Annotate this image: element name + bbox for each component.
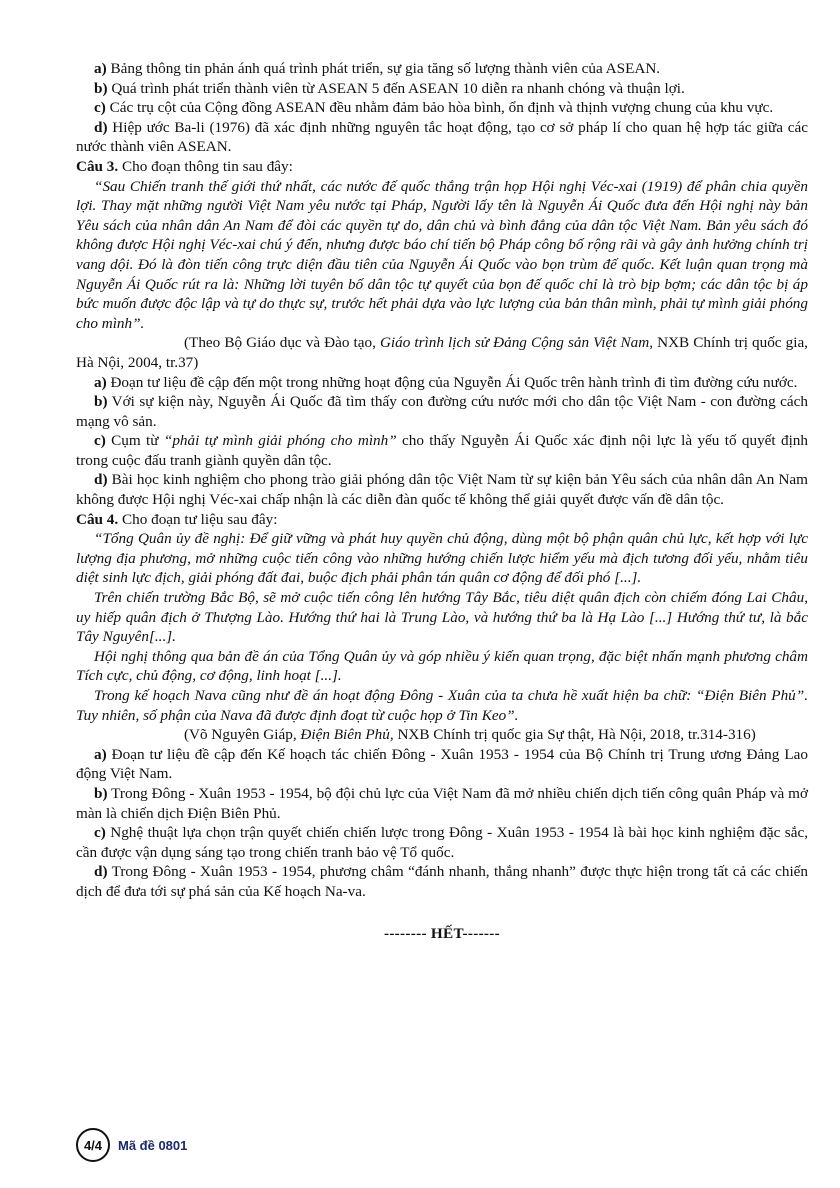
q4-quote-4: Trong kế hoạch Nava cũng như đề án hoạt động Đông - Xuân của ta chưa hề xuất hiện ba chữ: “Điện Biên Phủ”. Tuy nhiên, số phận của Nava đã được định đoạt từ cuộc họp ở Tin Keo”. xyxy=(76,687,808,724)
q4-quote-3: Hội nghị thông qua bản đề án của Tổng Quân ủy và góp nhiều ý kiến quan trọng, đặc biệt nhấn mạnh phương châm Tích cực, chủ động, cơ động, linh hoạt [...]. xyxy=(76,647,808,685)
q3-item-c: c) Cụm từ “phải tự mình giải phóng cho mình” cho thấy Nguyễn Ái Quốc xác định nội lực là yếu tố quyết định trong cuộc đấu tranh giành quyền dân tộc. xyxy=(76,432,808,469)
page-number-badge: 4/4 xyxy=(76,1128,110,1162)
q4-item-b: b) Trong Đông - Xuân 1953 - 1954, bộ đội chủ lực của Việt Nam đã mở nhiều chiến dịch tiến công quân Pháp và mở màn là chiến dịch Điện Biên Phủ. xyxy=(76,784,808,822)
q2-item-d: d) Hiệp ước Ba-li (1976) đã xác định những nguyên tắc hoạt động, tạo cơ sở pháp lí cho quan hệ hợp tác giữa các nước thành viên ASEAN. xyxy=(76,118,808,156)
q3-quote: “Sau Chiến tranh thế giới thứ nhất, các nước đế quốc thắng trận họp Hội nghị Véc-xai (1919) để phân chia quyền lợi. Thay mặt những người Việt Nam yêu nước tại Pháp, Người lấy tên là Nguyễn Ái Quốc đưa đến Hội nghị này bản Yêu sách của nhân dân An Nam để đòi các quyền tự do, dân chủ và bình đẳng của dân tộc Việt Nam. Bản yêu sách đó không được Hội nghị Véc-xai chú ý đến, nhưng được báo chí tiến bộ Pháp công bố rộng rãi và gây ảnh hưởng chính trị vang dội. Đó là đòn tiến công trực diện đầu tiên của Nguyễn Ái Quốc vào bọn trùm đế quốc. Kết luận quan trọng mà Nguyễn Ái Quốc rút ra là: Những lời tuyên bố dân tộc tự quyết của bọn đế quốc chỉ là trò bịp bợm; các dân tộc bị áp bức muốn được độc lập và tự do thực sự, trước hết phải dựa vào lực lượng của bản thân mình, phải tự mình giải phóng cho mình”. xyxy=(76,177,808,332)
q2-item-c: c) Các trụ cột của Cộng đồng ASEAN đều nhằm đảm bảo hòa bình, ổn định và thịnh vượng chung của khu vực. xyxy=(94,99,774,117)
q4-item-d: d) Trong Đông - Xuân 1953 - 1954, phương châm “đánh nhanh, thắng nhanh” được thực hiện trong tất cả các chiến dịch để đưa tới sự phá sản của Kế hoạch Na-va. xyxy=(76,863,808,900)
q4-heading: Câu 4. Cho đoạn tư liệu sau đây: xyxy=(76,510,278,528)
q2-item-a: a) Bảng thông tin phản ánh quá trình phát triển, sự gia tăng số lượng thành viên của ASEAN. xyxy=(94,60,661,77)
q4-source: (Võ Nguyên Giáp, Điện Biên Phủ, NXB Chính trị quốc gia Sự thật, Hà Nội, 2018, tr.314-316) xyxy=(184,726,756,744)
q3-heading: Câu 3. Cho đoạn thông tin sau đây: xyxy=(76,157,293,175)
page-content xyxy=(76,59,808,943)
q3-item-a: a) Đoạn tư liệu đề cập đến một trong những hoạt động của Nguyễn Ái Quốc trên hành trình đi tìm đường cứu nước. xyxy=(94,373,798,391)
q3-item-b: b) Với sự kiện này, Nguyễn Ái Quốc đã tìm thấy con đường cứu nước mới cho dân tộc Việt Nam - con đường cách mạng vô sản. xyxy=(76,393,808,430)
q4-quote-1: “Tổng Quân ủy đề nghị: Để giữ vững và phát huy quyền chủ động, dùng một bộ phận quân chủ lực, kết hợp với lực lượng địa phương, mở những cuộc tiến công vào những hướng chiến lược hiểm yếu mà địch tương đối yếu, nhằm tiêu diệt sinh lực địch, giải phóng đất đai, buộc địch phải phân tán quân cơ động để đối phó [...]. xyxy=(76,530,808,587)
q4-item-c: c) Nghệ thuật lựa chọn trận quyết chiến chiến lược trong Đông - Xuân 1953 - 1954 là bài học kinh nghiệm đặc sắc, cần được vận dụng sáng tạo trong chiến tranh bảo vệ Tổ quốc. xyxy=(76,824,808,861)
exam-code: Mã đề 0801 xyxy=(118,1137,188,1153)
q4-quote-2: Trên chiến trường Bắc Bộ, sẽ mở cuộc tiến công lên hướng Tây Bắc, tiêu diệt quân địch còn chiếm đóng Lai Châu, uy hiếp quân địch ở Thượng Lào. Hướng thứ hai là Trung Lào, và hướng thứ ba là Hạ Lào [...] Hướng thứ tư, là bắc Tây Nguyên[...]. xyxy=(76,589,808,646)
q4-item-a: a) Đoạn tư liệu đề cập đến Kế hoạch tác chiến Đông - Xuân 1953 - 1954 của Bộ Chính trị Trung ương Đảng Lao động Việt Nam. xyxy=(76,745,808,783)
q3-item-d: d) Bài học kinh nghiệm cho phong trào giải phóng dân tộc Việt Nam từ sự kiện bản Yêu sách của nhân dân An Nam không được Hội nghị Véc-xai chấp nhận là các diễn đàn quốc tế không thể giải quyết được vấn đề dân tộc. xyxy=(76,471,808,509)
end-marker: -------- HẾT------- xyxy=(383,924,501,942)
q2-item-b: b) Quá trình phát triển thành viên từ ASEAN 5 đến ASEAN 10 diễn ra nhanh chóng và thuận lợi. xyxy=(94,79,685,97)
page-footer xyxy=(76,1128,187,1162)
q3-source: (Theo Bộ Giáo dục và Đào tạo, Giáo trình lịch sử Đảng Cộng sản Việt Nam, NXB Chính trị quốc gia, Hà Nội, 2004, tr.37) xyxy=(76,334,808,371)
